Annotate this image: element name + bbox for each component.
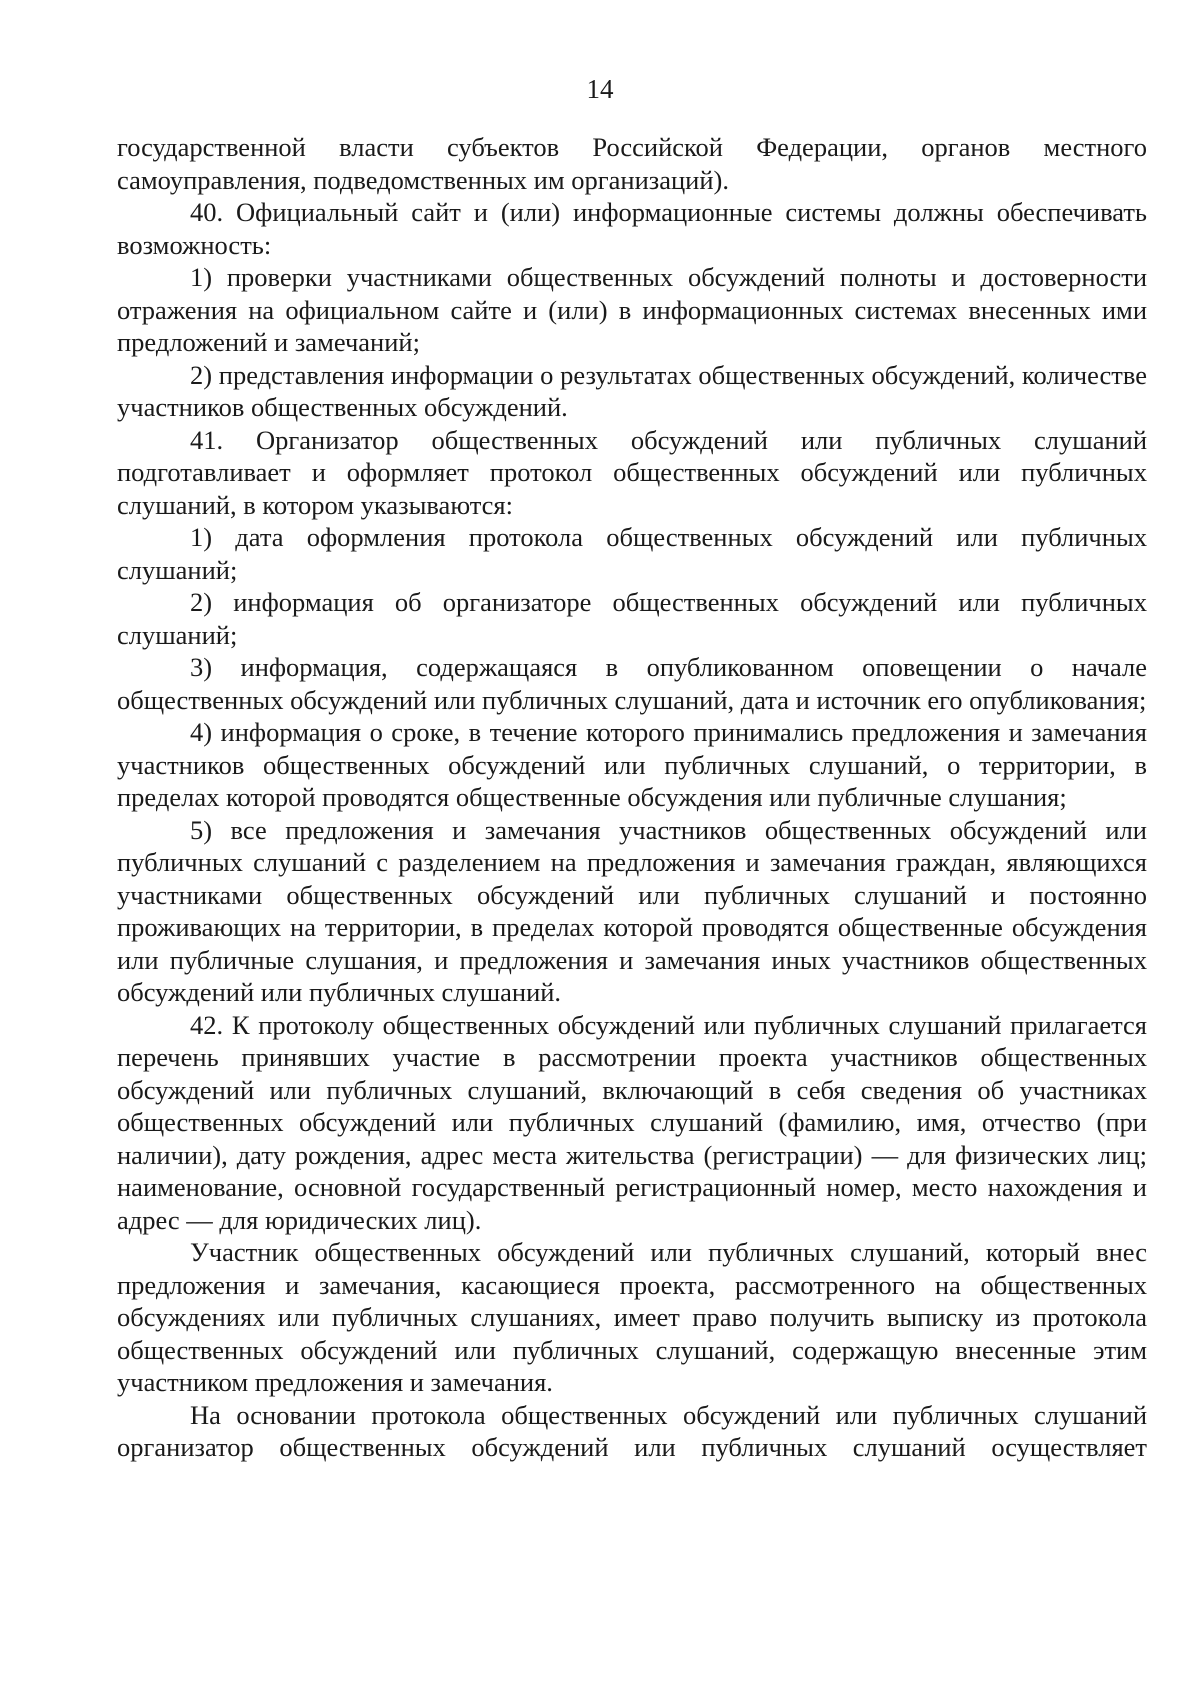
document-body xyxy=(117,131,1147,1464)
paragraph: 4) информация о сроке, в течение которого принимались предложения и замечания участников общественных обсуждений или публичных слушаний, о территории, в пределах которой проводятся общественные обсуждения или публичные слушания; xyxy=(117,717,1147,812)
paragraph: 1) проверки участниками общественных обсуждений полноты и достоверности отражения на официальном сайте и (или) в информационных системах внесенных ими предложений и замечаний; xyxy=(117,262,1147,357)
page-number: 14 xyxy=(586,74,614,104)
paragraph: Участник общественных обсуждений или публичных слушаний, который внес предложения и замечания, касающиеся проекта, рассмотренного на общественных обсуждениях или публичных слушаниях, имеет право получить выписку из протокола общественных обсуждений или публичных слушаний, содержащую внесенные этим участником предложения и замечания. xyxy=(117,1237,1147,1397)
paragraph: 3) информация, содержащаяся в опубликованном оповещении о начале общественных обсуждений или публичных слушаний, дата и источник его опубликования; xyxy=(117,652,1147,715)
paragraph: 5) все предложения и замечания участников общественных обсуждений или публичных слушаний с разделением на предложения и замечания граждан, являющихся участниками общественных обсуждений или публичных слушаний и постоянно проживающих на территории, в пределах которой проводятся общественные обсуждения или публичные слушания, и предложения и замечания иных участников общественных обсуждений или публичных слушаний. xyxy=(117,814,1147,1007)
paragraph: На основании протокола общественных обсуждений или публичных слушаний организатор общественных обсуждений или публичных слушаний осуществляет xyxy=(117,1399,1147,1462)
paragraph: 1) дата оформления протокола общественных обсуждений или публичных слушаний; xyxy=(117,522,1147,585)
paragraph: 42. К протоколу общественных обсуждений или публичных слушаний прилагается перечень принявших участие в рассмотрении проекта участников общественных обсуждений или публичных слушаний, включающий в себя сведения об участниках общественных обсуждений или публичных слушаний (фамилию, имя, отчество (при наличии), дату рождения, адрес места жительства (регистрации) — для физических лиц; наименование, основной государственный регистрационный номер, место нахождения и адрес — для юридических лиц). xyxy=(117,1009,1147,1235)
paragraph: 2) информация об организаторе общественных обсуждений или публичных слушаний; xyxy=(117,587,1147,650)
paragraph: 40. Официальный сайт и (или) информационные системы должны обеспечивать возможность: xyxy=(117,197,1147,260)
paragraph: 2) представления информации о результатах общественных обсуждений, количестве участников общественных обсуждений. xyxy=(117,359,1147,422)
paragraph: государственной власти субъектов Российской Федерации, органов местного самоуправления, подведомственных им организаций). xyxy=(117,132,1147,195)
paragraph: 41. Организатор общественных обсуждений или публичных слушаний подготавливает и оформляет протокол общественных обсуждений или публичных слушаний, в котором указываются: xyxy=(117,424,1147,520)
